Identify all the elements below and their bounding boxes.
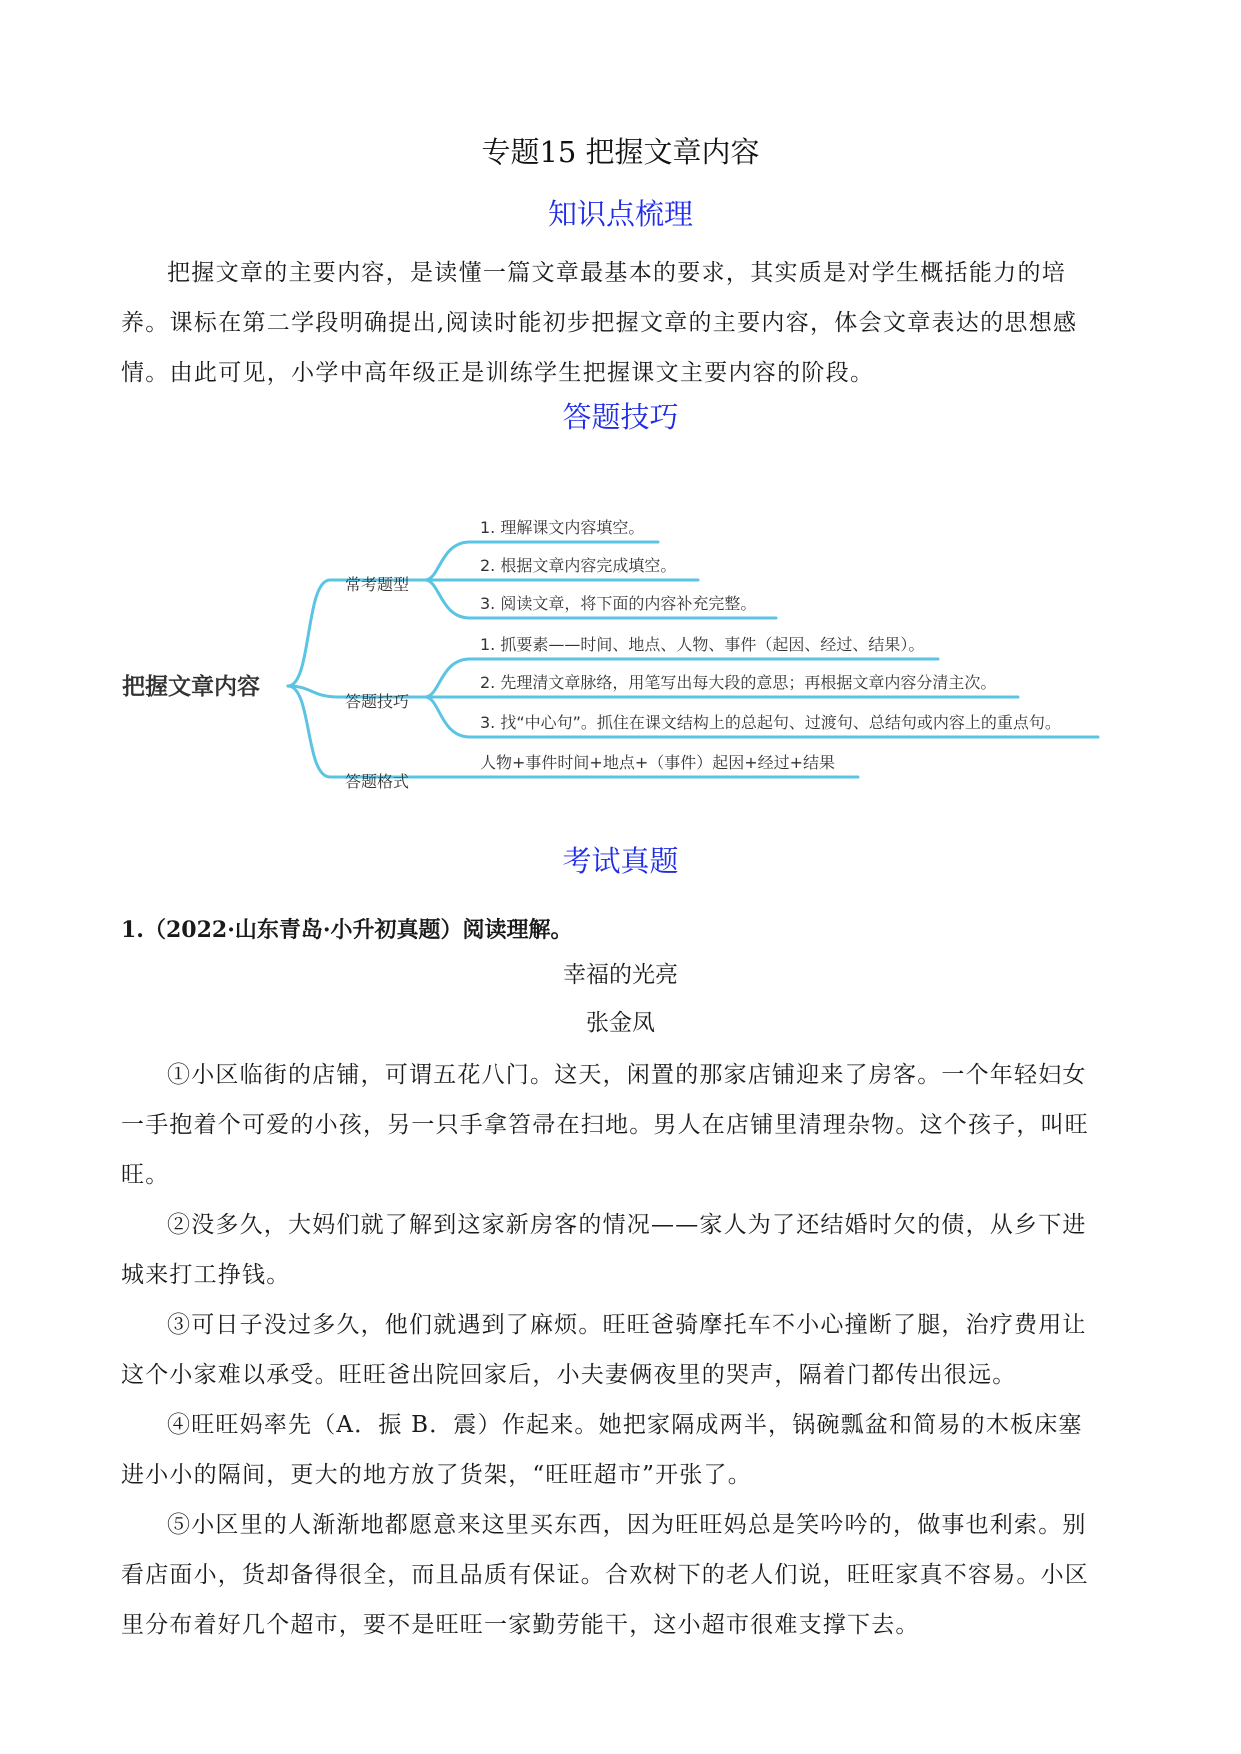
story-author: 张金凤 [586,1010,655,1036]
mindmap-branch-label: 常考题型 [345,575,410,594]
story-line: 看店面小，货却备得很全，而且品质有保证。合欢树下的老人们说，旺旺家真不容易。小区 [121,1562,1089,1588]
section-heading-exam: 考试真题 [562,844,679,878]
mindmap-connectors [288,542,1098,777]
mindmap-diagram [0,0,1241,820]
mindmap-item: 1. 理解课文内容填空。 [480,518,645,537]
intro-line: 情。由此可见，小学中高年级正是训练学生把握课文主要内容的阶段。 [121,360,875,386]
mindmap-branch-label: 答题格式 [345,772,410,791]
mindmap-branch-label: 答题技巧 [345,692,410,711]
story-paragraph [121,1300,1121,1400]
story-paragraph [121,1200,1121,1300]
mindmap-item: 人物+事件时间+地点+（事件）起因+经过+结果 [480,753,836,772]
document-title: 专题15 把握文章内容 [481,135,760,169]
story-line: ①小区临街的店铺，可谓五花八门。这天，闲置的那家店铺迎来了房客。一个年轻妇女 [167,1062,1087,1088]
story-line: ⑤小区里的人渐渐地都愿意来这里买东西，因为旺旺妈总是笑吟吟的，做事也利索。别 [167,1512,1087,1538]
story-paragraph [121,1050,1121,1200]
story-line: 进小小的隔间，更大的地方放了货架，“旺旺超市”开张了。 [121,1462,752,1488]
mindmap-item: 3. 找“中心句”。抓住在课文结构上的总起句、过渡句、总结句或内容上的重点句。 [480,713,1061,732]
story-line: 这个小家难以承受。旺旺爸出院回家后，小夫妻俩夜里的哭声，隔着门都传出很远。 [121,1362,1017,1388]
story-paragraph [121,1500,1121,1650]
connector-root-branch-1 [288,580,425,686]
story-line: 旺。 [121,1162,170,1188]
mindmap-item: 2. 先理清文章脉络，用笔写出每大段的意思；再根据文章内容分清主次。 [480,673,997,692]
section-heading-knowledge: 知识点梳理 [547,197,693,231]
question-header: 1.（2022·山东青岛·小升初真题）阅读理解。 [121,917,573,943]
intro-line: 养。课标在第二学段明确提出,阅读时能初步把握文章的主要内容，体会文章表达的思想感 [121,310,1078,336]
mindmap-item: 2. 根据文章内容完成填空。 [480,556,677,575]
mindmap-item: 3. 阅读文章，将下面的内容补充完整。 [480,594,757,613]
section-heading-tips: 答题技巧 [562,400,679,434]
intro-line: 把握文章的主要内容，是读懂一篇文章最基本的要求，其实质是对学生概括能力的培 [167,260,1067,286]
story-line: ②没多久，大妈们就了解到这家新房客的情况——家人为了还结婚时欠的债，从乡下进 [167,1212,1087,1238]
story-line: ③可日子没过多久，他们就遇到了麻烦。旺旺爸骑摩托车不小心撞断了腿，治疗费用让 [167,1312,1087,1338]
mindmap-item: 1. 抓要素——时间、地点、人物、事件（起因、经过、结果）。 [480,635,925,654]
story-line: ④旺旺妈率先（A．振 B．震）作起来。她把家隔成两半，锅碗瓢盆和简易的木板床塞 [167,1412,1083,1438]
story-line: 里分布着好几个超市，要不是旺旺一家勤劳能干，这小超市很难支撑下去。 [121,1612,920,1638]
story-title: 幸福的光亮 [563,962,678,988]
story-body [121,1050,1121,1650]
story-paragraph [121,1400,1121,1500]
story-line: 一手抱着个可爱的小孩，另一只手拿笤帚在扫地。男人在店铺里清理杂物。这个孩子，叫旺 [121,1112,1089,1138]
mindmap-root: 把握文章内容 [122,674,260,700]
story-line: 城来打工挣钱。 [121,1262,291,1288]
